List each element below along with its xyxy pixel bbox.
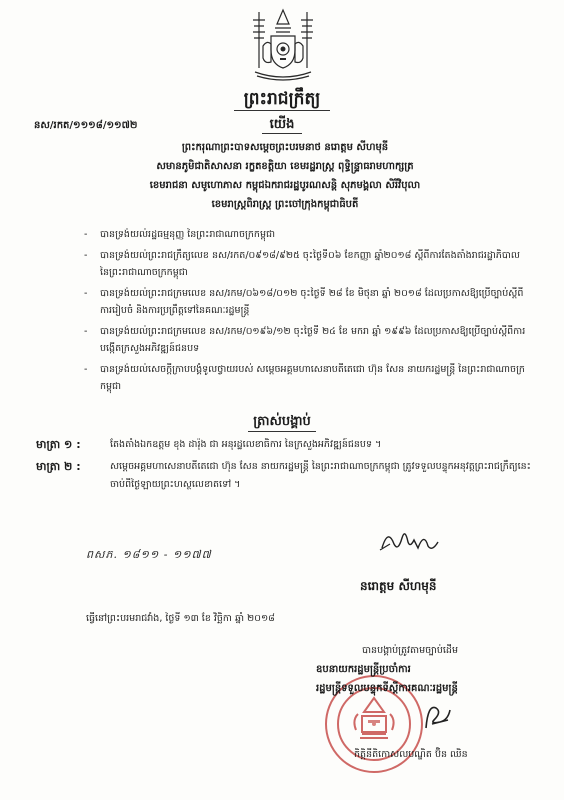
article-1 xyxy=(36,436,536,454)
article-number: មាត្រា ១ : xyxy=(36,438,81,451)
reference-item: - បានទ្រង់យល់ព្រះរាជក្រឹត្យលេខ នស/រកត/០៩១៨/៩២៥ ចុះថ្ងៃទី០៦ ខែកញ្ញា ឆ្នាំ២០១៨ ស្តីពីការតែងតាំងរាជរដ្ឋាភិបាល នៃព្រះរាជាណាចក្រកម្ពុជា xyxy=(90,247,530,281)
legal-references xyxy=(90,226,530,399)
title-underline xyxy=(234,110,330,111)
countersign-title-line: ឧបនាយករដ្ឋមន្ត្រីប្រចាំការ xyxy=(316,664,411,675)
king-signature xyxy=(376,522,446,556)
royal-title-line: ខេមរាស្ត្រពិរាស្ត្រ ព្រះចៅក្រុងកម្ពុជាធិបតី xyxy=(211,199,359,210)
reference-item: - បានទ្រង់យល់សេចក្តីក្រាបបង្គំទូលថ្វាយរបស់ សម្តេចអគ្គមហាសេនាបតីតេជោ ហ៊ុន សែន នាយករដ្ឋមន្ត្រី នៃព្រះរាជាណាចក្រកម្ពុជា xyxy=(90,361,530,395)
royal-arms-emblem-icon xyxy=(243,6,323,84)
royal-titles xyxy=(70,138,500,214)
royal-title-line: ខេមរាជនា សមូហោភាស កម្ពុជឯករាជរដ្ឋបូរណសន្តិ សុភមង្គលា សិរីវិបុលា xyxy=(149,180,421,191)
handwritten-reference: ពសភ. ១៨១១ - ១១៧៧ xyxy=(86,548,212,561)
place-and-date: ធ្វើនៅព្រះបរមរាជវាំង, ថ្ងៃទី ១៣ ខែ វិច្ឆិកា ឆ្នាំ ២០១៨ xyxy=(86,613,275,624)
deputy-signature xyxy=(418,698,458,734)
article-number: មាត្រា ២ : xyxy=(36,460,81,473)
royal-title-line: សមានភូមិជាតិសាសនា រក្ខតខត្តិយា ខេមរដ្ឋរាស្ត្រ ពុទ្ធិន្ទ្រាធរាមហាក្សត្រ xyxy=(156,161,414,172)
countersign-title xyxy=(316,660,556,698)
article-text: សម្តេចអគ្គមហាសេនាបតីតេជោ ហ៊ុន សែន នាយករដ្ឋមន្ត្រី នៃព្រះរាជាណាចក្រកម្ពុជា ត្រូវទទួលបន្ទុកអនុវត្តព្រះរាជក្រឹត្យនេះ ចាប់ពីថ្ងៃឡាយព្រះហស្ថលេខាតទៅ ។ xyxy=(110,461,531,490)
king-name: នរោត្តម សីហមុនី xyxy=(360,579,437,593)
article-2 xyxy=(36,458,536,494)
decree-title: ព្រះរាជក្រឹត្យ xyxy=(243,89,321,109)
article-text: តែងតាំងឯកឧត្តម ខុង ដារ៉ុង ជា អនុរដ្ឋលេខាធិការ នៃក្រសួងអភិវឌ្ឍន៍ជនបទ ។ xyxy=(110,439,382,450)
deputy-name: កិត្តិនីតិកោសលបណ្ឌិត ប៊ិន ឈិន xyxy=(354,749,468,760)
decree-number: នស/រកត/១១១៨/១១៧២ xyxy=(34,120,138,131)
decides-heading: ត្រាស់បង្គាប់ xyxy=(253,414,311,429)
countersign-label: បានបង្គាប់ត្រូវតាមច្បាប់ដើម xyxy=(362,645,458,656)
we-heading: យើង xyxy=(269,117,295,132)
reference-item: - បានទ្រង់យល់ព្រះរាជក្រមលេខ នស/រកម/០៦១៨/០១២ ចុះថ្ងៃទី ២៨ ខែ មិថុនា ឆ្នាំ ២០១៨ ដែលប្រកាសឱ្យប្រើច្បាប់ស្តីពីការរៀបចំ និងការប្រព្រឹត្តទៅនៃគណៈរដ្ឋមន្ត្រី xyxy=(90,285,530,319)
countersign-title-line: រដ្ឋមន្ត្រីទទួលបន្ទុកទីស្តីការគណៈរដ្ឋមន្ត្រី xyxy=(316,683,458,694)
royal-title-line: ព្រះករុណាព្រះបាទសម្តេចព្រះបរមនាថ នរោត្តម សីហមុនី xyxy=(181,142,389,153)
we-underline xyxy=(262,133,302,134)
decides-underline xyxy=(248,431,316,432)
reference-item: - បានទ្រង់យល់រដ្ឋធម្មនុញ្ញ នៃព្រះរាជាណាចក្រកម្ពុជា xyxy=(90,226,530,243)
reference-item: - បានទ្រង់យល់ព្រះរាជក្រមលេខ នស/រកម/០១៩៦/១២ ចុះថ្ងៃទី ២៤ ខែ មករា ឆ្នាំ ១៩៩៦ ដែលប្រកាសឱ្យប្រើច្បាប់ស្តីពីការបង្កើតក្រសួងអភិវឌ្ឍន៍ជនបទ xyxy=(90,323,530,357)
